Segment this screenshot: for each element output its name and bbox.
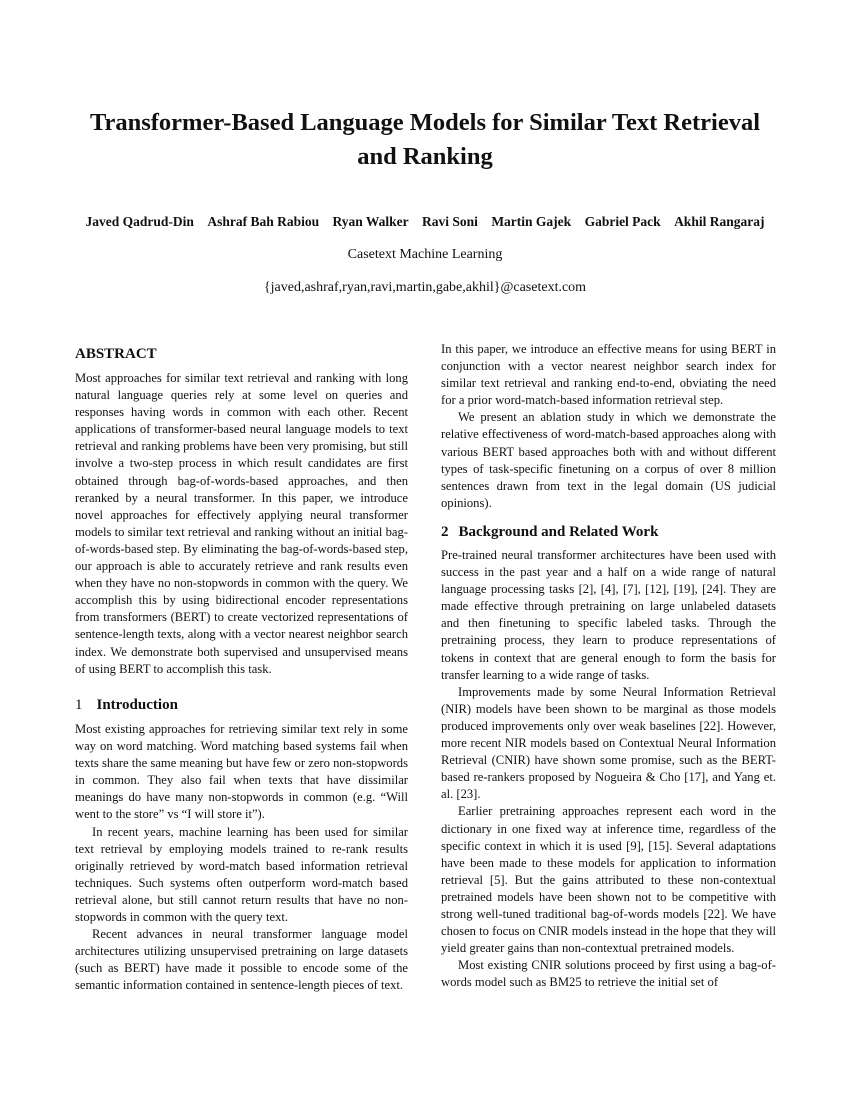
intro-paragraph-2: In recent years, machine learning has been used for similar text retrieval by employing models trained to re-rank results originally retrieved by word-match based information retrieval techniques. Such systems often outperform word-match based retrieval alone, but still cannot return results that have no non-stopwords in common with the query text. <box>75 824 408 925</box>
author: Javed Qadrud-Din <box>85 214 194 229</box>
background-paragraph-2: Improvements made by some Neural Information Retrieval (NIR) models have been shown to be marginal as those models produced improvements only over weak baselines [22]. However, more recent NIR models based on Contextual Neural Information Retrieval (CNIR) have shown some promise, such as the BERT-based re-rankers proposed by Nogueira & Cho [17], and Yang et. al. [23]. <box>441 684 776 802</box>
section-number: 1 <box>75 697 83 713</box>
abstract-text: Most approaches for similar text retrieval and ranking with long natural language queries rely at some level on queries and responses having words in common with each other. Recent applications of transformer-based neural language models to text retrieval and ranking problems have been very promising, but still involve a two-step process in which result candidates are first obtained through bag-of-words-based approaches, and then reranked by a neural transformer. In this paper, we introduce novel approaches for effectively applying neural transformer models to similar text retrieval and ranking without an initial bag-of-words-based step. By eliminating the bag-of-words-based step, our approach is able to accurately retrieve and rank results even when they have no non-stopwords in common with the query. We accomplish this by using bidirectional encoder representations from transformers (BERT) to create vectorized representations of sentence-length texts, along with a vector nearest neighbor search index. We demonstrate both supervised and unsupervised means of using BERT to accomplish this task. <box>75 371 408 676</box>
author: Gabriel Pack <box>584 214 661 229</box>
background-paragraph-4: Most existing CNIR solutions proceed by first using a bag-of-words model such as BM25 to retrieve the initial set of <box>441 958 776 990</box>
author: Ryan Walker <box>332 214 409 229</box>
background-paragraph-3: Earlier pretraining approaches represent each word in the dictionary in one fixed way at inference time, regardless of the specific context in which it is used [9], [15]. Several adaptations have been made to these models for application to information retrieval [5]. But the gains attributed to these non-contextual pretrained models have been shown not to be competitive with strong well-tuned traditional bag-of-words models [22]. We have chosen to focus on CNIR models instead in the hope that they will yield greater gains than non-contextual pretrained models. <box>441 804 776 956</box>
affiliation: Casetext Machine Learning <box>347 247 503 262</box>
intro-paragraph-3: Recent advances in neural transformer language model architectures utilizing unsupervised pretraining on large datasets (such as BERT) have made it possible to encode some of the semantic information contained in sentence-length pieces of text. <box>75 927 408 993</box>
abstract-body <box>75 370 408 678</box>
section-heading-background <box>441 522 658 542</box>
author: Ashraf Bah Rabiou <box>207 214 320 229</box>
section-heading-introduction <box>75 695 178 715</box>
author-list <box>40 212 810 232</box>
right-column-intro-continuation <box>441 341 776 512</box>
intro-paragraph-5: We present an ablation study in which we demonstrate the relative effectiveness of word-match-based approaches along with various BERT based approaches both with and without different types of task-specific finetuning on a corpus of over 8 million sentences drawn from text in the legal domain (US judicial opinions). <box>441 410 776 510</box>
author: Akhil Rangaraj <box>674 214 765 229</box>
section-title: Background and Related Work <box>458 524 659 540</box>
author-emails: {javed,ashraf,ryan,ravi,martin,gabe,akhil}@casetext.com <box>263 280 587 295</box>
background-paragraph-1: Pre-trained neural transformer architectures have been used with success in the past year and a half on a wide range of natural language processing tasks [2], [4], [7], [12], [19], [24]. They are made effective through pretraining on large unlabeled datasets and then finetuning to specific labeled tasks. Through the pretraining process, they learn to produce representations of tokens in context that are general enough to form the basis for transfer learning to a wide range of tasks. <box>441 548 776 682</box>
author: Martin Gajek <box>491 214 572 229</box>
paper-title-line-2: and Ranking <box>357 143 493 170</box>
introduction-body <box>75 721 408 995</box>
intro-paragraph-1: Most existing approaches for retrieving similar text rely in some way on word matching. Word matching based systems fail when texts share the same meaning but have few or zero non-stopwords in common. They also fail when texts that have dissimilar meanings do have many non-stopwords in common (e.g. “Will went to the store” vs “I will store it”). <box>75 722 408 822</box>
paper-title-line-1: Transformer-Based Language Models for Similar Text Retrieval <box>89 109 761 136</box>
abstract-heading: ABSTRACT <box>75 346 157 362</box>
paper-title <box>60 106 790 174</box>
background-body <box>441 547 776 991</box>
section-title: Introduction <box>96 697 178 713</box>
section-number: 2 <box>441 524 449 540</box>
author: Ravi Soni <box>422 214 478 229</box>
intro-paragraph-4: In this paper, we introduce an effective means for using BERT in conjunction with a vector nearest neighbor search index for similar text retrieval and ranking end-to-end, obviating the need for a prior word-match-based information retrieval step. <box>441 342 776 408</box>
